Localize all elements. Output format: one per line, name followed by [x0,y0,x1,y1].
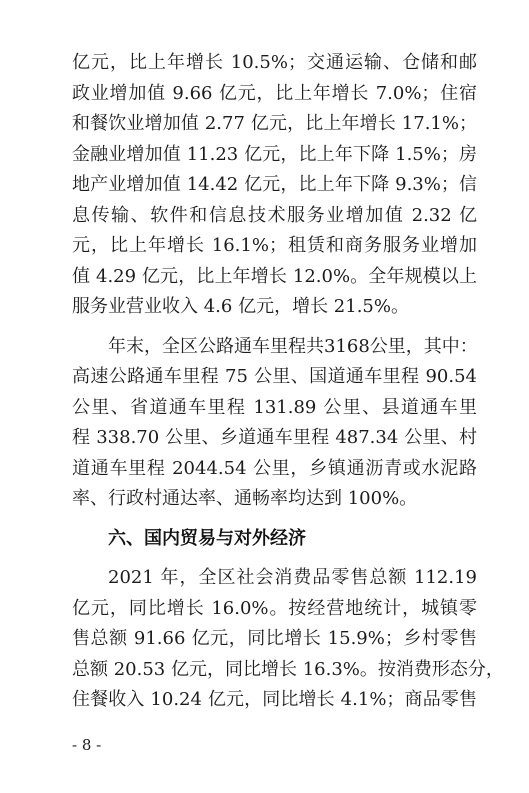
text-line: 高速公路通车里程 75 公里、国道通车里程 90.54 [72,366,477,387]
text-line: 元，比上年增长 16.1%；租赁和商务服务业增加 [72,235,477,256]
text-line: 年末，全区公路通车里程共3168公里，其中： [108,335,478,357]
text-line: 值 4.29 亿元，比上年增长 12.0%。全年规模以上 [72,265,477,287]
paragraph-roads [72,332,477,515]
text-line: 息传输、软件和信息技术服务业增加值 2.32 亿 [72,204,477,226]
paragraph-gap [72,554,477,563]
document-body [72,48,504,716]
text-line: 住餐收入 10.24 亿元，同比增长 4.1%；商品零售 [72,689,477,710]
text-line: 公里、省道通车里程 131.89 公里、县道通车里 [72,396,477,418]
text-line: 亿元，比上年增长 10.5%；交通运输、仓储和邮 [72,52,477,73]
text-line: 2021 年，全区社会消费品零售总额 112.19 [108,567,477,588]
paragraph-gap [72,323,477,332]
page-number: - 8 - [72,736,102,754]
paragraph-services [72,48,477,323]
text-line: 率、行政村通达率、通畅率均达到 100%。 [72,488,418,509]
text-line: 和餐饮业增加值 2.77 亿元，比上年增长 17.1%； [72,113,477,134]
paragraph-gap [72,515,477,524]
text-line: 售总额 91.66 亿元，同比增长 15.9%；乡村零售 [72,628,477,649]
text-line: 地产业增加值 14.42 亿元，比上年下降 9.3%；信 [72,174,477,195]
text-line: 金融业增加值 11.23 亿元，比上年下降 1.5%；房 [72,143,477,165]
text-line: 道通车里程 2044.54 公里，乡镇通沥青或水泥路 [72,457,477,479]
paragraph-trade [72,563,504,716]
text-line: 亿元，同比增长 16.0%。按经营地统计，城镇零 [72,597,477,619]
text-line: 程 338.70 公里、乡道通车里程 487.34 公里、村 [72,427,477,448]
text-line: 总额 20.53 亿元，同比增长 16.3%。按消费形态分， [72,658,504,680]
text-line: 政业增加值 9.66 亿元，比上年增长 7.0%；住宿 [72,82,477,104]
text-line: 服务业营业收入 4.6 亿元，增长 21.5%。 [72,296,409,317]
section-heading: 六、国内贸易与对外经济 [108,527,306,549]
